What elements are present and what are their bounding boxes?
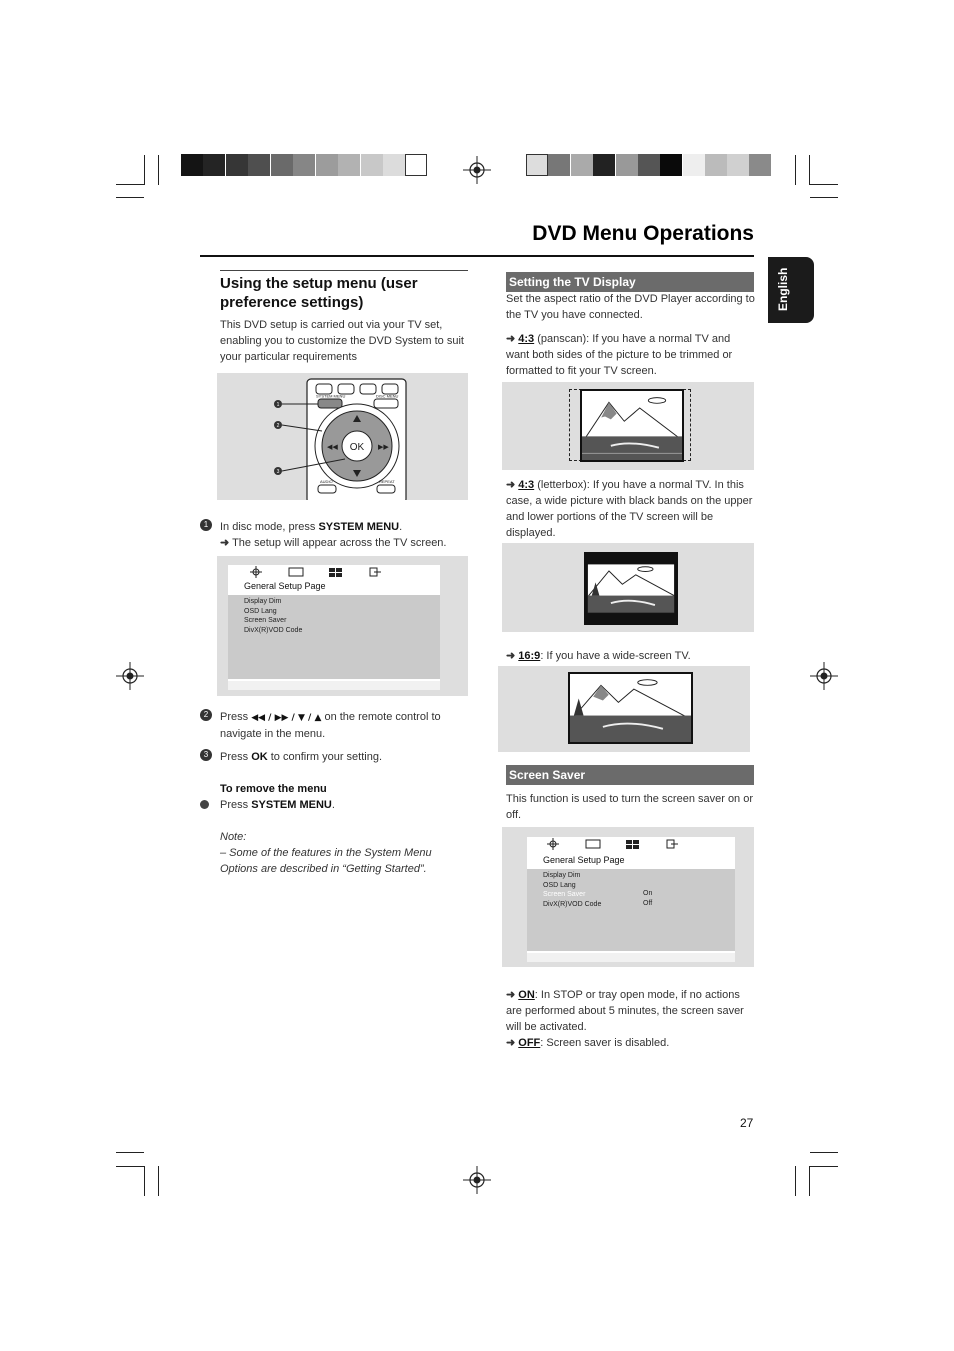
setup-menu-illustration-2 (502, 827, 754, 967)
note-text: – Some of the features in the System Menu Options are described in “Getting Started”. (220, 847, 432, 875)
registration-mark-icon (810, 662, 838, 690)
callout-1: 1 (276, 402, 280, 408)
language-label: English (776, 267, 790, 311)
crop-mark (809, 1166, 810, 1196)
menu-value-off: Off (643, 899, 653, 907)
crop-mark (810, 197, 838, 198)
step-1-marker: 1 (200, 519, 212, 531)
crop-mark (116, 1166, 144, 1167)
page-number: 27 (740, 1116, 754, 1130)
step-3-text: Press OK to confirm your setting. (220, 751, 383, 763)
step-3-marker: 3 (200, 749, 212, 761)
menu-item: OSD Lang (543, 881, 576, 889)
step-2-marker: 2 (200, 709, 212, 721)
registration-mark-icon (116, 662, 144, 690)
callout-2: 2 (276, 423, 280, 429)
crop-mark (158, 1166, 159, 1196)
menu-item: DivX(R)VOD Code (244, 626, 303, 634)
menu-item: DivX(R)VOD Code (543, 900, 602, 908)
letterbox-illustration (502, 543, 754, 632)
remote-illustration (217, 373, 468, 500)
callout-3: 3 (276, 469, 280, 475)
setup-intro: This DVD setup is carried out via your TV set, enabling you to customize the DVD System to suit your particular requirements (220, 319, 464, 363)
svg-text:◀◀: ◀◀ (327, 443, 338, 451)
remove-menu-heading: To remove the menu (220, 783, 327, 795)
menu-item: Screen Saver (244, 617, 287, 624)
menu-item: Display Dim (543, 872, 581, 879)
note-label: Note: (220, 831, 247, 843)
crop-mark (795, 155, 796, 185)
step-2-text: Press ◀◀ / ▶▶ / ▼ / ▲ on the remote control to navigate in the menu. (220, 711, 441, 740)
setup-menu-illustration-1 (217, 556, 468, 696)
menu-item-highlighted: Screen Saver (543, 891, 586, 898)
menu-icon-row (228, 565, 440, 579)
crop-mark (144, 1166, 145, 1196)
menu-item: OSD Lang (244, 607, 277, 615)
ok-label: OK (349, 442, 365, 453)
screen-saver-intro: This function is used to turn the screen saver on or off. (506, 793, 754, 821)
crop-mark (144, 155, 145, 185)
step-1-text: In disc mode, press SYSTEM MENU. ➜ The setup will appear across the TV screen. (220, 521, 447, 549)
menu-header: General Setup Page (527, 853, 735, 868)
title-rule (200, 255, 754, 257)
menu-item: Display Dim (244, 598, 282, 605)
svg-text:▶▶: ▶▶ (378, 443, 389, 451)
section-heading-setup-menu: Using the setup menu (user preference settings) (220, 270, 468, 312)
bullet-icon (200, 800, 209, 809)
remove-menu-step: Press SYSTEM MENU. (220, 799, 335, 811)
option-letterbox-text: ➜ 4:3 (letterbox): If you have a normal TV. In this case, a wide picture with black bands on the upper and lower portions of the TV screen will be displayed. (506, 479, 753, 539)
option-widescreen-text: ➜ 16:9: If you have a wide-screen TV. (506, 650, 691, 662)
registration-mark-icon (463, 1166, 491, 1194)
crop-mark (810, 184, 838, 185)
menu-icon-row (527, 837, 735, 851)
menu-value-on: On (643, 890, 653, 897)
crop-mark (158, 155, 159, 185)
option-panscan-text: ➜ 4:3 (panscan): If you have a normal TV and want both sides of the picture to be trimmed or formatted to fit your TV screen. (506, 333, 733, 377)
tv-display-intro: Set the aspect ratio of the DVD Player according to the TV you have connected. (506, 293, 755, 321)
section-heading-tv-display: Setting the TV Display (506, 272, 754, 292)
crop-mark (810, 1166, 838, 1167)
crop-mark (116, 184, 144, 185)
repeat-label: REPEAT (379, 479, 395, 484)
step-1-result: The setup will appear across the TV screen. (232, 537, 447, 549)
language-tab (768, 257, 814, 323)
section-heading-screen-saver: Screen Saver (506, 765, 754, 785)
crop-mark (116, 197, 144, 198)
menu-header: General Setup Page (228, 579, 440, 594)
crop-mark (809, 155, 810, 185)
widescreen-illustration (498, 666, 750, 752)
page-title: DVD Menu Operations (532, 222, 754, 245)
registration-mark-icon (463, 156, 491, 184)
audio-label: AUDIO (320, 479, 333, 484)
crop-mark (810, 1152, 838, 1153)
disc-menu-label: DISC MENU (376, 393, 399, 399)
crop-mark (795, 1166, 796, 1196)
panscan-illustration (502, 382, 754, 470)
system-menu-label: SYSTEM MENU (316, 393, 346, 399)
crop-mark (116, 1152, 144, 1153)
screen-saver-on-text: ➜ ON: In STOP or tray open mode, if no actions are performed about 5 minutes, the screen saver will be activated. ➜ OFF: Screen saver is disabled. (506, 989, 744, 1049)
